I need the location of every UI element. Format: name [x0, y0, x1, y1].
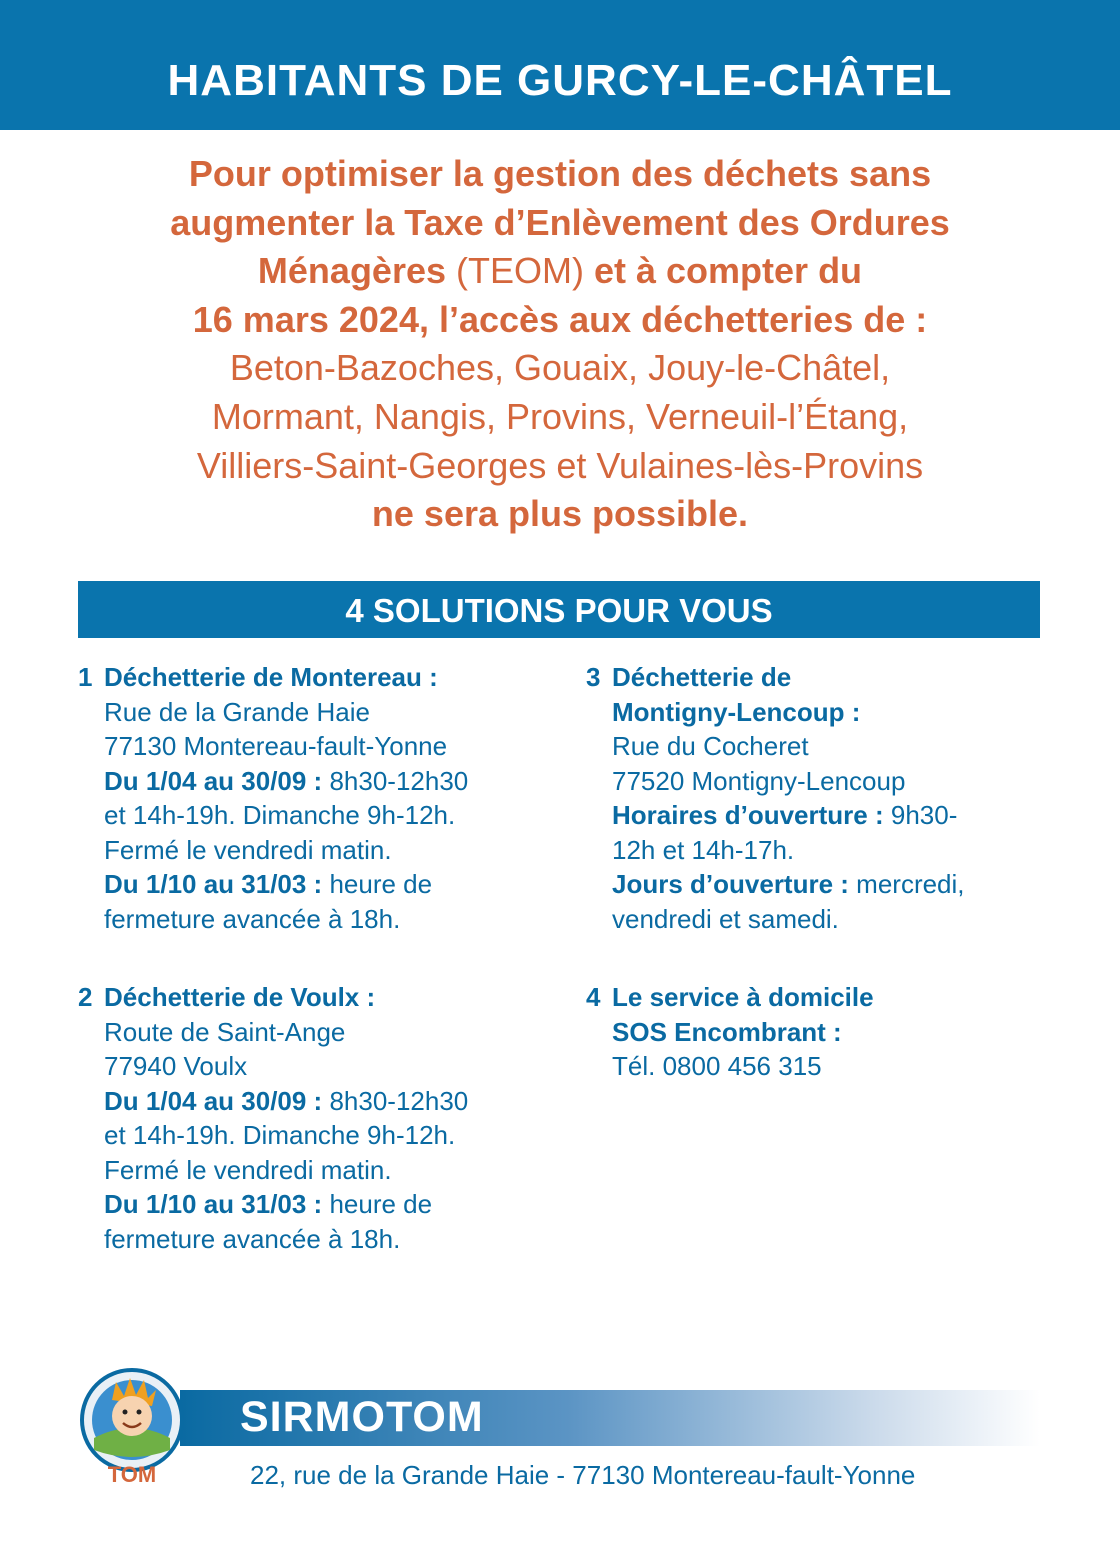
solution-hours [104, 867, 468, 902]
intro-line: augmenter la Taxe d’Enlèvement des Ordures [170, 201, 950, 243]
solution-address: 77940 Voulx [104, 1051, 248, 1081]
solution-hours: fermeture avancée à 18h. [104, 1223, 401, 1254]
footer-band [180, 1390, 1040, 1446]
solution-hours: et 14h-19h. Dimanche 9h-12h. [104, 1120, 456, 1150]
solution-title: Déchetterie de [612, 662, 792, 692]
hours-label: Du 1/10 au 31/03 : [104, 1189, 323, 1219]
solutions-banner [78, 581, 1040, 638]
hours-text: 8h30-12h30 [322, 1085, 469, 1116]
solution-number: 1 [78, 662, 93, 692]
solution-hours: et 14h-19h. Dimanche 9h-12h. [104, 800, 456, 830]
hours-label: Du 1/04 au 30/09 : [104, 1085, 323, 1116]
solution-title: Déchetterie de Montereau : [104, 662, 438, 692]
solution-phone: Tél. 0800 456 315 [612, 1051, 822, 1081]
solution-title: Le service à domicile [612, 982, 874, 1012]
solution-hours: fermeture avancée à 18h. [104, 903, 401, 934]
intro-closing: ne sera plus possible. [371, 493, 749, 535]
logo-eye [123, 1410, 128, 1415]
solution-hours: Fermé le vendredi matin. [104, 834, 392, 865]
hours-label: Du 1/04 au 30/09 : [104, 765, 323, 796]
solution-hours [612, 798, 965, 833]
header-banner [0, 0, 1120, 130]
towns-line: Mormant, Nangis, Provins, Verneuil-l’Étang, [211, 395, 909, 437]
intro-text [60, 150, 1060, 539]
solution-number: 3 [586, 662, 601, 692]
solution-address: Rue du Cocheret [612, 731, 809, 761]
hours-text: heure de [322, 869, 433, 899]
towns-line: Beton-Bazoches, Gouaix, Jouy-le-Châtel, [229, 347, 891, 389]
solution-title: SOS Encombrant : [612, 1016, 842, 1047]
solution-title: Montigny-Lencoup : [612, 696, 861, 727]
solutions-title: 4 SOLUTIONS POUR VOUS [345, 592, 773, 629]
towns-line: Villiers-Saint-Georges et Vulaines-lès-Provins [196, 444, 924, 486]
intro-line: Pour optimiser la gestion des déchets sans [188, 153, 932, 194]
hours-text: 9h30- [883, 800, 958, 830]
solution-number: 4 [586, 982, 601, 1012]
intro-line [60, 247, 1060, 296]
page-title: HABITANTS DE GURCY-LE-CHÂTEL [167, 56, 953, 105]
organization-name: SIRMOTOM [240, 1393, 484, 1441]
solution-hours [104, 1084, 468, 1119]
hours-label: Du 1/10 au 31/03 : [104, 869, 323, 899]
solution-hours: Fermé le vendredi matin. [104, 1154, 392, 1185]
hours-text: heure de [322, 1189, 433, 1219]
hours-label: Horaires d’ouverture : [612, 800, 884, 830]
solution-hours [104, 764, 468, 799]
tom-mascot-logo [72, 1360, 192, 1490]
intro-bold: et à compter du [594, 250, 863, 292]
intro-line: 16 mars 2024, l’accès aux déchetteries de : [192, 298, 928, 340]
solution-address: Rue de la Grande Haie [104, 696, 370, 727]
logo-text: TOM [107, 1462, 157, 1487]
intro-bold: Ménagères [257, 250, 447, 292]
logo-eye [137, 1410, 142, 1415]
solution-address: 77520 Montigny-Lencoup [612, 765, 906, 796]
solution-address: 77130 Montereau-fault-Yonne [104, 731, 448, 761]
logo-face [112, 1396, 152, 1436]
days-label: Jours d’ouverture : [612, 869, 849, 899]
solution-hours [104, 1187, 468, 1222]
solution-number: 2 [78, 982, 93, 1012]
intro-regular: (TEOM) [446, 250, 594, 292]
footer-address: 22, rue de la Grande Haie - 77130 Montereau-fault-Yonne [250, 1460, 916, 1490]
solution-days: vendredi et samedi. [612, 903, 839, 934]
days-text: mercredi, [848, 869, 965, 899]
solution-title: Déchetterie de Voulx : [104, 982, 376, 1012]
solution-address: Route de Saint-Ange [104, 1016, 346, 1047]
solution-hours: 12h et 14h-17h. [612, 834, 795, 865]
hours-text: 8h30-12h30 [322, 765, 469, 796]
solution-days [612, 867, 965, 902]
